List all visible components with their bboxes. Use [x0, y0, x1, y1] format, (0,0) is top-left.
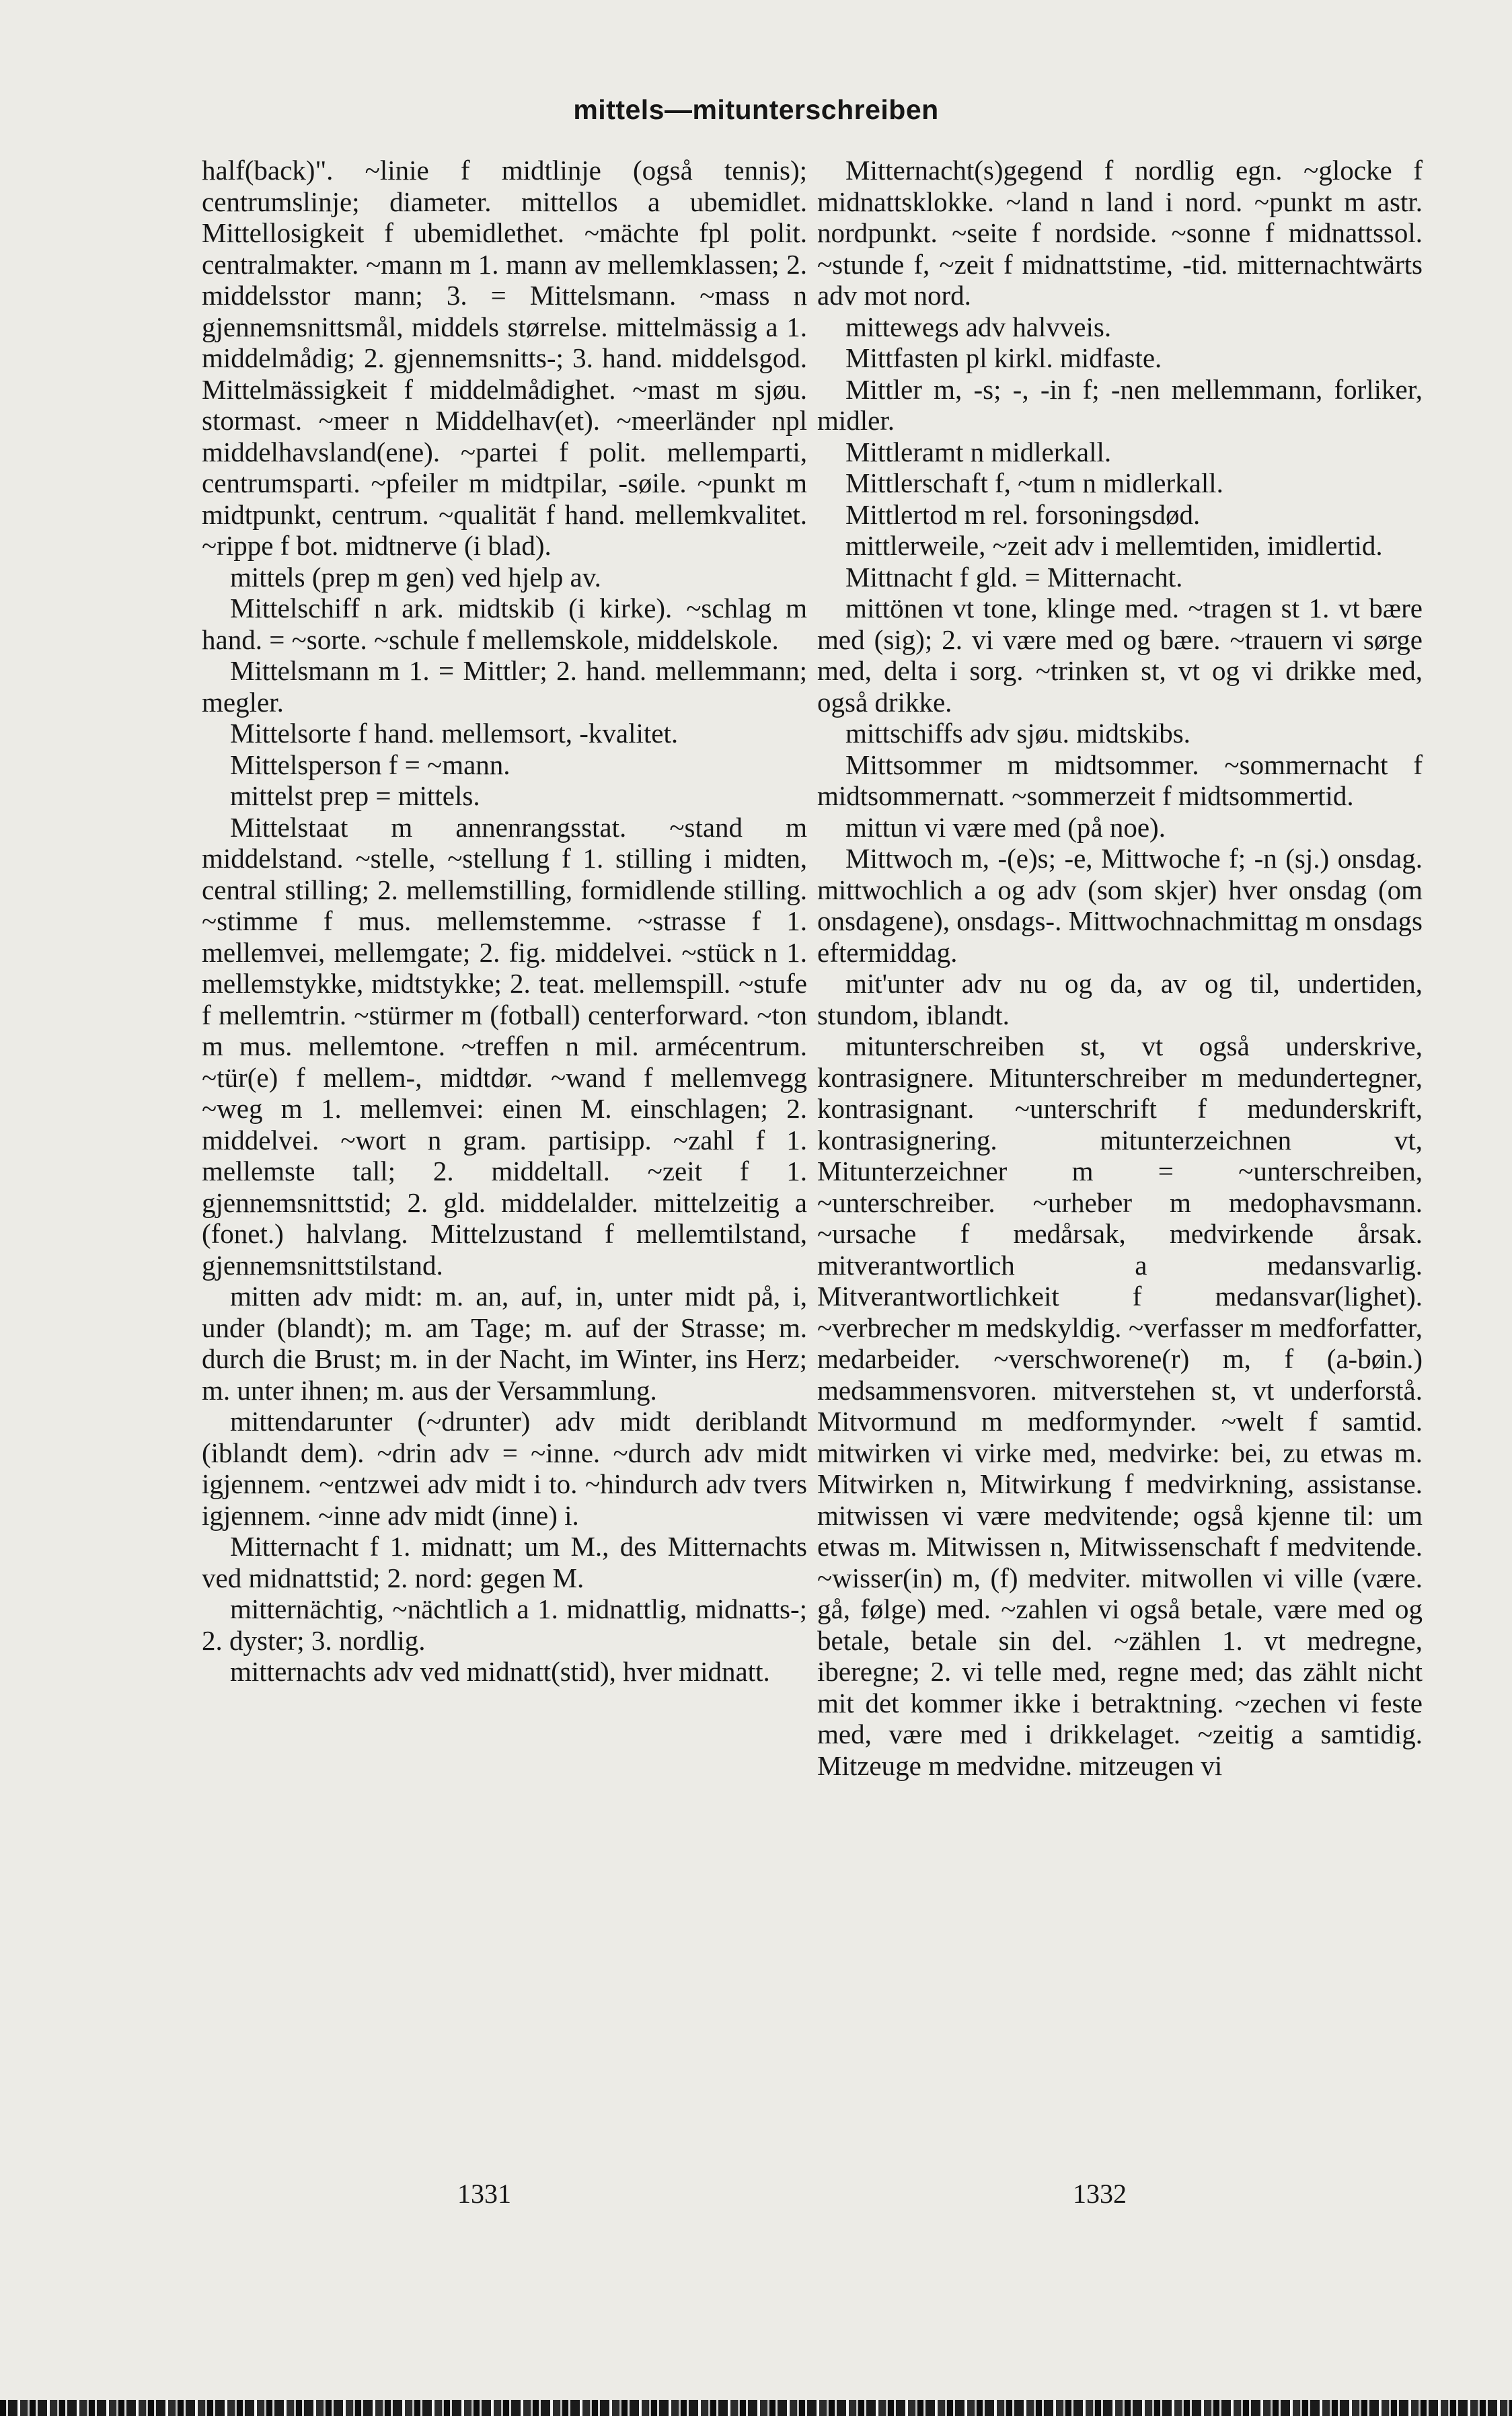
entry-paragraph: Mitternacht f 1. midnatt; um M., des Mitternachts ved midnattstid; 2. nord: gegen M.: [202, 1531, 807, 1593]
entry-paragraph: mittschiffs adv sjøu. midtskibs.: [845, 718, 1190, 749]
entry-paragraph: half(back)". ~linie f midtlinje (også tennis); centrumslinje; diameter. mittellos a ubemidlet. Mittellosigkeit f ubemidlethet. ~mächte fpl polit. centralmakter. ~mann m 1. mann av mellemklassen; 2. middelsstor mann; 3. = Mittelsmann. ~mass n gjennemsnittsmål, middels størrelse. mittelmässig a 1. middelmådig; 2. gjennemsnitts-; 3. hand. middelsgod. Mittelmässigkeit f middelmådighet. ~mast m sjøu. stormast. ~meer n Middelhav(et). ~meerländer npl middelhavsland(ene). ~partei f polit. mellemparti, centrumsparti. ~pfeiler m midtpilar, -søile. ~punkt m midtpunkt, centrum. ~qualität f hand. mellemkvalitet. ~rippe f bot. midtnerve (i blad).: [202, 155, 807, 561]
entry-paragraph: Mittlerschaft f, ~tum n midlerkall.: [845, 467, 1223, 498]
left-column: [202, 155, 807, 1688]
entry-paragraph: Mittlertod m rel. forsoningsdød.: [845, 498, 1201, 530]
entry-paragraph: Mittelsperson f = ~mann.: [230, 749, 511, 780]
entry-paragraph: Mittelsorte f hand. mellemsort, -kvalitet.: [230, 718, 679, 749]
entry-paragraph: mittelst prep = mittels.: [230, 780, 480, 811]
entry-paragraph: mittun vi være med (på noe).: [845, 811, 1166, 843]
entry-paragraph: mitternachts adv ved midnatt(stid), hver midnatt.: [230, 1656, 770, 1687]
entry-paragraph: Mittwoch m, -(e)s; -e, Mittwoche f; -n (sj.) onsdag. mittwochlich a og adv (som skjer) hver onsdag (om onsdagene), onsdags-. Mittwochnachmittag m onsdags eftermiddag.: [817, 843, 1423, 968]
page-number-right: 1332: [1073, 2179, 1127, 2209]
page-number-left: 1331: [457, 2179, 511, 2209]
right-column: [817, 155, 1423, 1781]
entry-paragraph: Mittelstaat m annenrangsstat. ~stand m middelstand. ~stelle, ~stellung f 1. stilling i midten, central stilling; 2. mellemstilling, formidlende stilling. ~stimme f mus. mellemstemme. ~strasse f 1. mellemvei, mellemgate; 2. fig. middelvei. ~stück n 1. mellemstykke, midtstykke; 2. teat. mellemspill. ~stufe f mellemtrin. ~stürmer m (fotball) centerforward. ~ton m mus. mellemtone. ~treffen n mil. armécentrum. ~tür(e) f mellem-, midtdør. ~wand f mellemvegg ~weg m 1. mellemvei: einen M. einschlagen; 2. middelvei. ~wort n gram. partisipp. ~zahl f 1. mellemste tall; 2. middeltall. ~zeit f 1. gjennemsnittstid; 2. gld. middelalder. mittelzeitig a (fonet.) halvlang. Mittelzustand f mellemtilstand, gjennemsnittstilstand.: [202, 811, 807, 1281]
entry-paragraph: mitunterschreiben st, vt også underskrive, kontrasignere. Mitunterschreiber m medundertegner, kontrasignant. ~unterschrift f medunderskrift, kontrasignering. mitunterzeichnen vt, Mitunterzeichner m = ~unterschreiben, ~unterschreiber. ~urheber m medophavsmann. ~ursache f medårsak, medvirkende årsak. mitverantwortlich a medansvarlig. Mitverantwortlichkeit f medansvar(lighet). ~verbrecher m medskyldig. ~verfasser m medforfatter, medarbeider. ~verschworene(r) m, f (a-bøin.) medsammensvoren. mitverstehen st, vt underforstå. Mitvormund m medformynder. ~welt f samtid. mitwirken vi virke med, medvirke: bei, zu etwas m. Mitwirken n, Mitwirkung f medvirkning, assistanse. mitwissen vi være medvitende; også kjenne til: um etwas m. Mitwissen n, Mitwissenschaft f medvitende. ~wisser(in) m, (f) medviter. mitwollen vi ville (være. gå, følge) med. ~zahlen vi også betale, være med og betale, betale sin del. ~zählen 1. vt medregne, iberegne; 2. vi telle med, regne med; das zählt nicht mit det kommer ikke i betraktning. ~zechen vi feste med, være med i drikkelaget. ~zeitig a samtidig. Mitzeuge m medvidne. mitzeugen vi: [817, 1030, 1423, 1781]
entry-paragraph: Mitternacht(s)gegend f nordlig egn. ~glocke f midnattsklokke. ~land n land i nord. ~punkt m astr. nordpunkt. ~seite f nordside. ~sonne f midnattssol. ~stunde f, ~zeit f midnattstime, -tid. mitternachtwärts adv mot nord.: [817, 155, 1423, 311]
entry-paragraph: Mittfasten pl kirkl. midfaste.: [845, 342, 1162, 373]
entry-paragraph: mittendarunter (~drunter) adv midt deriblandt (iblandt dem). ~drin adv = ~inne. ~durch adv midt igjennem. ~entzwei adv midt i to. ~hindurch adv tvers igjennem. ~inne adv midt (inne) i.: [202, 1406, 807, 1531]
entry-paragraph: Mittler m, -s; -, -in f; -nen mellemmann, forliker, midler.: [817, 373, 1423, 436]
entry-paragraph: Mittleramt n midlerkall.: [845, 436, 1112, 467]
entry-paragraph: mit'unter adv nu og da, av og til, undertiden, stundom, iblandt.: [817, 968, 1423, 1030]
entry-paragraph: mittewegs adv halvveis.: [845, 311, 1112, 342]
entry-paragraph: Mittelschiff n ark. midtskib (i kirke). ~schlag m hand. = ~sorte. ~schule f mellemskole, middelskole.: [202, 593, 807, 655]
entry-paragraph: mittönen vt tone, klinge med. ~tragen st 1. vt bære med (sig); 2. vi være med og bære. ~trauern vi sørge med, delta i sorg. ~trinken st, vt og vi drikke med, også drikke.: [817, 593, 1423, 718]
entry-paragraph: mittlerweile, ~zeit adv i mellemtiden, imidlertid.: [845, 530, 1383, 561]
entry-paragraph: mittels (prep m gen) ved hjelp av.: [230, 561, 601, 593]
entry-paragraph: mitten adv midt: m. an, auf, in, unter midt på, i, under (blandt); m. am Tage; m. auf der Strasse; m. durch die Brust; m. in der Nacht, im Winter, ins Herz; m. unter ihnen; m. aus der Versammlung.: [202, 1281, 807, 1406]
scan-edge-strip: [0, 2400, 1512, 2416]
entry-paragraph: Mittnacht f gld. = Mitternacht.: [845, 561, 1183, 593]
entry-paragraph: Mittsommer m midtsommer. ~sommernacht f midtsommernatt. ~sommerzeit f midtsommertid.: [817, 749, 1423, 811]
entry-paragraph: mitternächtig, ~nächtlich a 1. midnattlig, midnatts-; 2. dyster; 3. nordlig.: [202, 1593, 807, 1656]
entry-paragraph: Mittelsmann m 1. = Mittler; 2. hand. mellemmann; megler.: [202, 655, 807, 718]
running-header: mittels—mitunterschreiben: [573, 94, 939, 125]
